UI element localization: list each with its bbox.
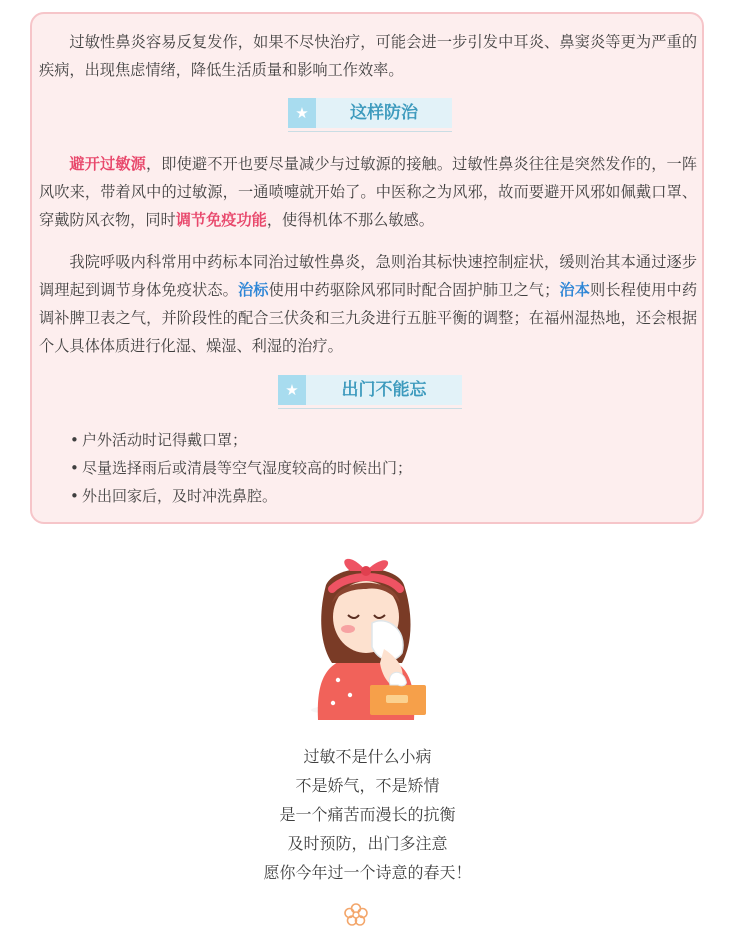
section-heading-going-out — [278, 375, 462, 409]
treatment-paragraph — [39, 248, 697, 360]
star-icon: ★ — [278, 375, 306, 405]
highlight-text: 治本 — [559, 281, 591, 299]
list-item: • 外出回家后，及时冲洗鼻腔。 — [70, 487, 278, 505]
paragraph-text: 我院呼吸内科常用中药标本同治过敏性鼻炎，急则治其标快速控制症状，缓则治其本通过逐步调理起到调节身体免疫状态。 — [39, 253, 697, 299]
section-title: 出门不能忘 — [306, 375, 462, 405]
paragraph-text: ，即使避不开也要尽量减少与过敏源的接触。过敏性鼻炎往往是突然发作的，一阵风吹来，带着风中的过敏源，一通喷嚏就开始了。中医称之为风邪，故而要避开风邪如佩戴口罩、穿戴防风衣物，同时 — [39, 155, 698, 229]
heading-underline — [278, 408, 462, 409]
list-item: • 尽量选择雨后或清晨等空气湿度较高的时候出门； — [70, 459, 413, 477]
list-item: • 户外活动时记得戴口罩； — [70, 431, 248, 449]
poem-line: 是一个痛苦而漫长的抗衡 — [279, 805, 456, 824]
paragraph-text: 则长程使用中药调补脾卫表之气，并阶段性的配合三伏灸和三九灸进行五脏平衡的调整；在福州湿热地，还会根据个人具体体质进行化湿、燥湿、利湿的治疗。 — [39, 281, 698, 355]
avoid-allergen-paragraph — [39, 150, 697, 234]
section-heading-prevention — [288, 98, 452, 132]
flower-icon — [343, 902, 369, 928]
content-card — [30, 12, 704, 524]
poem-line: 过敏不是什么小病 — [303, 747, 432, 766]
highlight-text: 调节免疫功能 — [175, 211, 267, 229]
section-title: 这样防治 — [316, 98, 452, 128]
intro-paragraph: 过敏性鼻炎容易反复发作，如果不尽快治疗，可能会进一步引发中耳炎、鼻窦炎等更为严重的疾病，出现焦虑情绪，降低生活质量和影响工作效率。 — [39, 33, 697, 79]
highlight-text: 治标 — [237, 281, 269, 299]
tips-list — [70, 426, 412, 510]
poem-line: 愿你今年过一个诗意的春天！ — [263, 863, 472, 882]
paragraph-text: 使用中药驱除风邪同时配合固护肺卫之气； — [268, 281, 560, 299]
paragraph-text: ，使得机体不那么敏感。 — [266, 211, 434, 229]
poem-line: 及时预防，出门多注意 — [287, 834, 448, 853]
star-icon: ★ — [288, 98, 316, 128]
highlight-text: 避开过敏源 — [69, 155, 146, 173]
poem-line: 不是娇气，不是矫情 — [295, 776, 440, 795]
girl-sneezing-illustration — [298, 545, 438, 720]
heading-underline — [288, 131, 452, 132]
